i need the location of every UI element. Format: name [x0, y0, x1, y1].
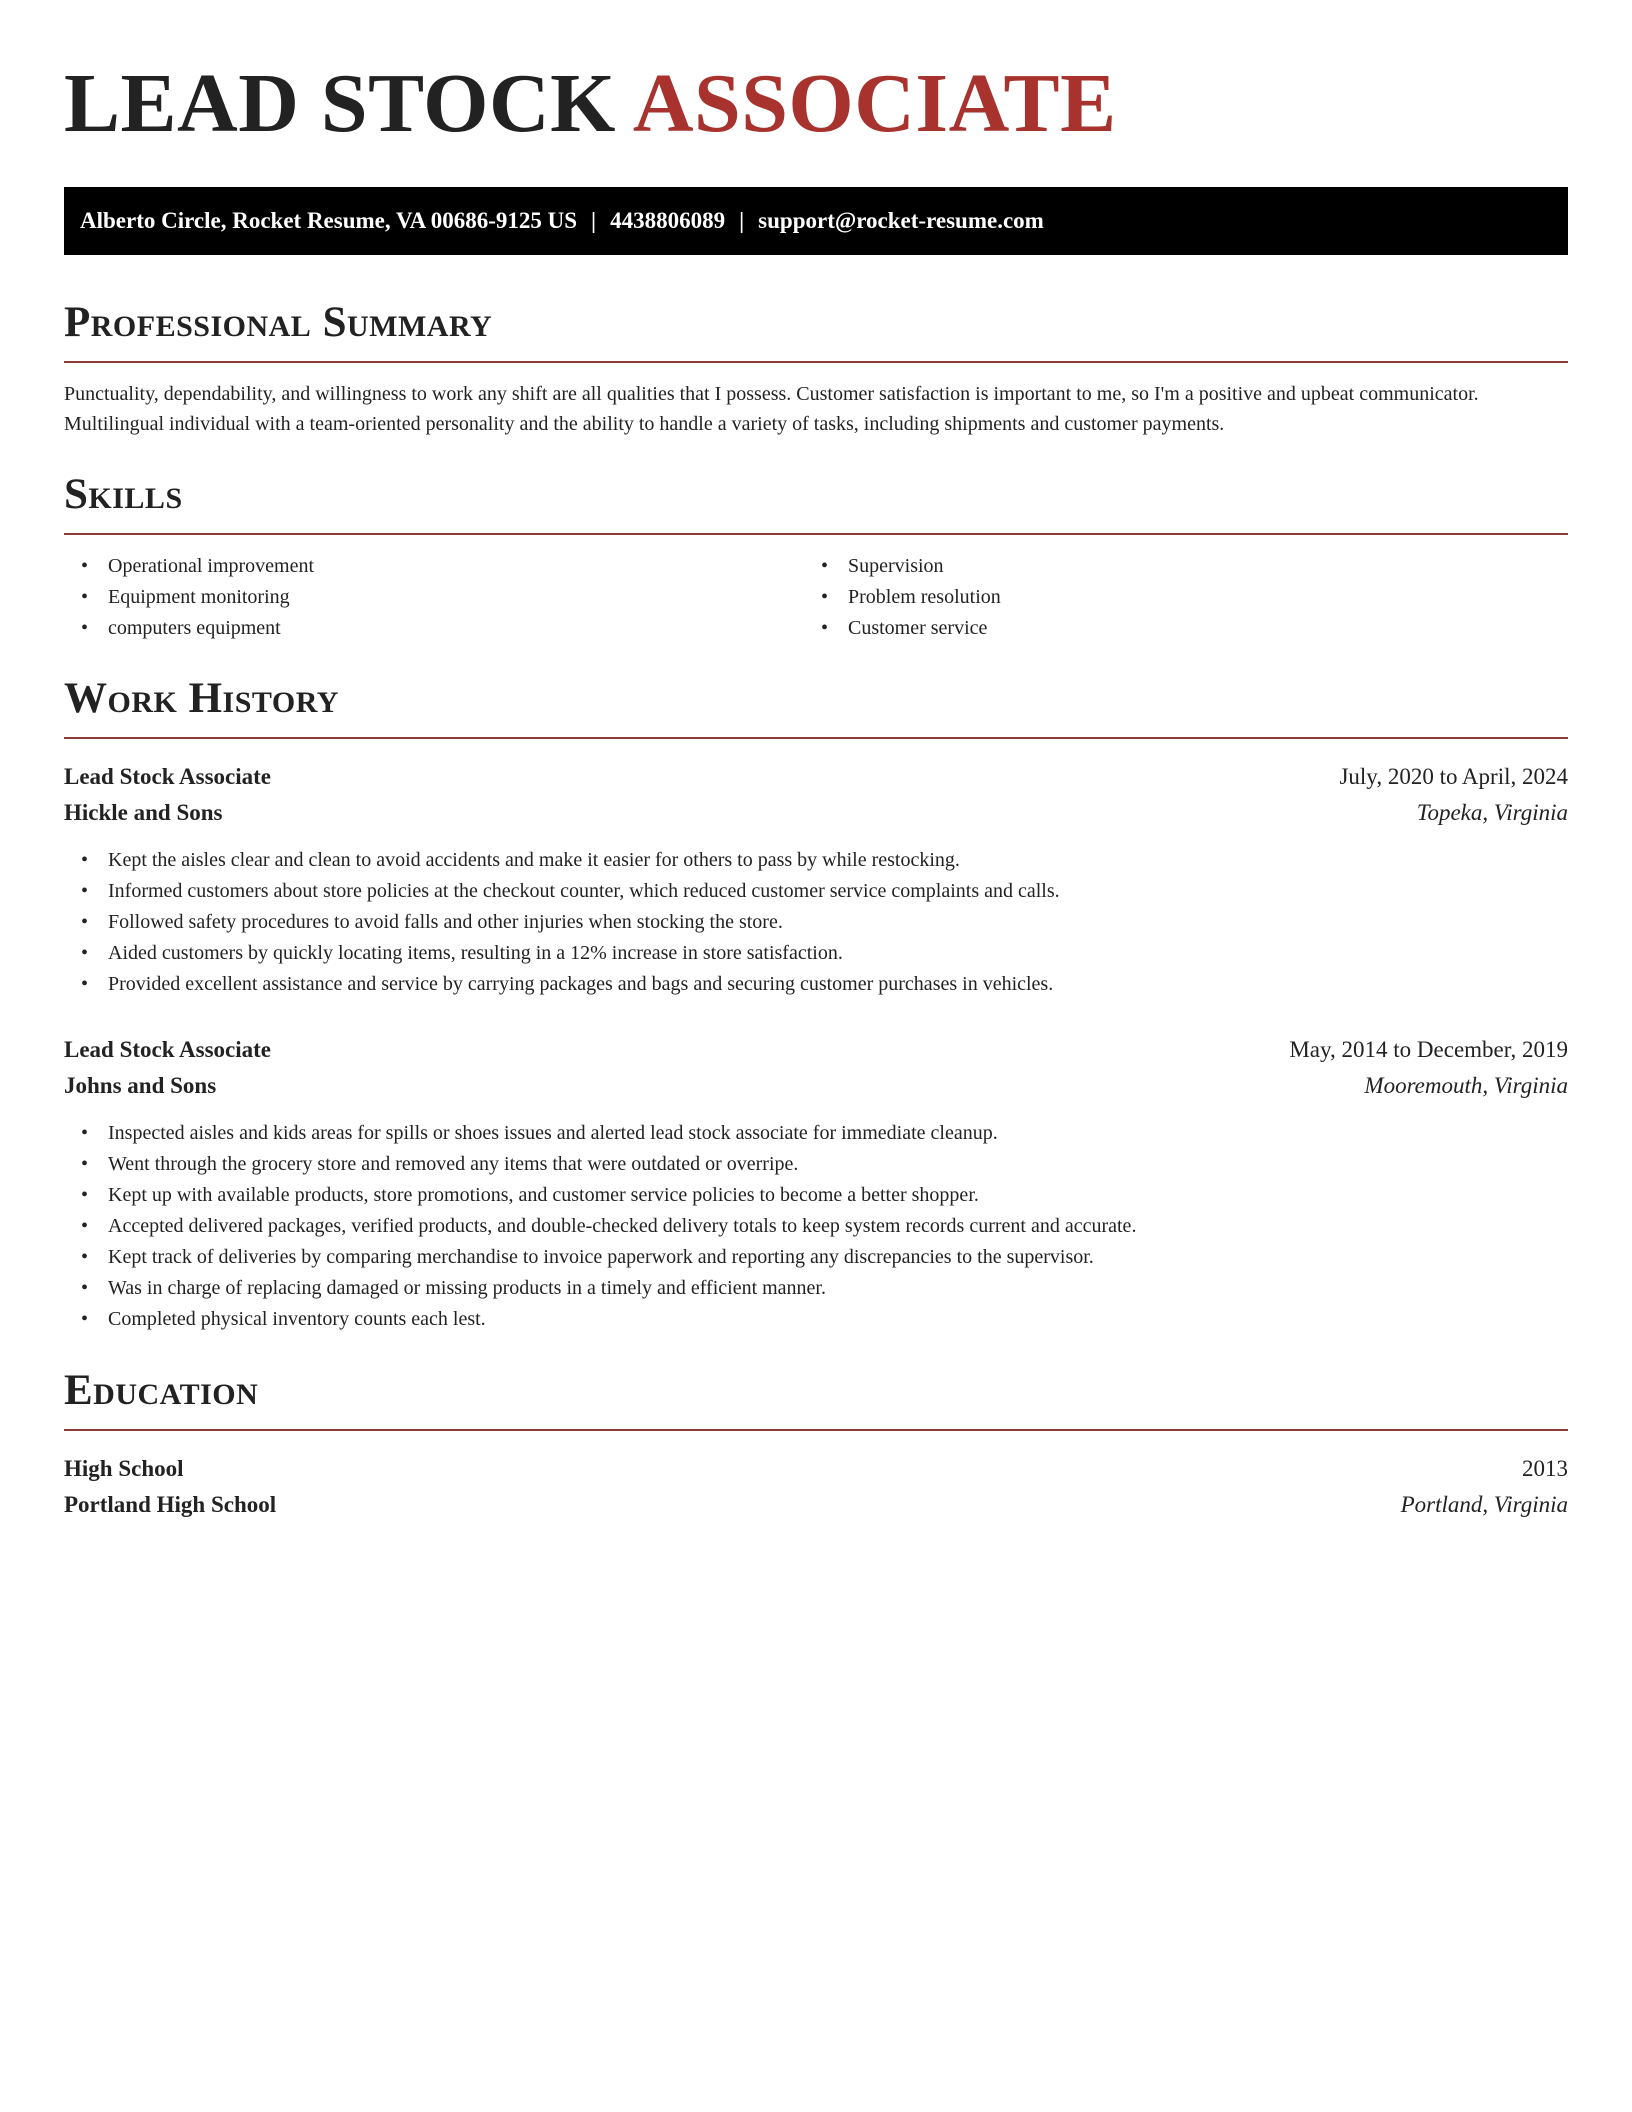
education-entry — [64, 1451, 1568, 1523]
job-location: Topeka, Virginia — [1416, 800, 1568, 825]
job-bullets — [64, 845, 1568, 1000]
bullet-icon: • — [81, 911, 89, 933]
skill-item — [804, 582, 1544, 613]
bullet-icon: • — [81, 1122, 89, 1144]
bullet-text: Completed physical inventory counts each lest. — [108, 1308, 486, 1330]
job-title-row — [64, 759, 1568, 795]
job-bullet — [64, 1118, 1568, 1149]
job-bullet — [64, 1180, 1568, 1211]
job-company: Hickle and Sons — [64, 800, 223, 825]
bullet-icon: • — [81, 973, 89, 995]
bullet-text: Aided customers by quickly locating items, resulting in a 12% increase in store satisfaction. — [108, 942, 843, 964]
job-dates: July, 2020 to April, 2024 — [1339, 764, 1568, 789]
bullet-icon: • — [81, 1308, 89, 1330]
job-location: Mooremouth, Virginia — [1364, 1073, 1568, 1098]
summary-text: Punctuality, dependability, and willingness to work any shift are all qualities that I possess. Customer satisfaction is important to me, so I'm a positive and upbeat communicator. Multilingual individual with a team-oriented personality and the ability to handle a variety of tasks, including shipments and customer payments. — [64, 383, 1479, 435]
job-company: Johns and Sons — [64, 1073, 217, 1098]
bullet-text: Inspected aisles and kids areas for spills or shoes issues and alerted lead stock associate for immediate cleanup. — [108, 1122, 998, 1144]
bullet-text: Kept up with available products, store promotions, and customer service policies to become a better shopper. — [108, 1184, 979, 1206]
job-title: Lead Stock Associate — [64, 764, 271, 789]
skills-grid — [64, 551, 1568, 644]
section-divider — [64, 737, 1568, 739]
skill-item — [64, 613, 804, 644]
bullet-text: Accepted delivered packages, verified products, and double-checked delivery totals to keep system records current and accurate. — [108, 1215, 1137, 1237]
bullet-icon: • — [81, 1153, 89, 1175]
job-company-row — [64, 795, 1568, 831]
job-company-row — [64, 1068, 1568, 1104]
contact-bar — [64, 187, 1568, 255]
section-divider — [64, 533, 1568, 535]
bullet-icon: • — [81, 880, 89, 902]
job-bullet — [64, 1273, 1568, 1304]
contact-separator: | — [739, 208, 745, 233]
job-dates: May, 2014 to December, 2019 — [1289, 1037, 1568, 1062]
contact-separator: | — [591, 208, 597, 233]
job-entry — [64, 759, 1568, 1000]
education-school-row — [64, 1487, 1568, 1523]
bullet-icon: • — [81, 1215, 89, 1237]
education-degree-row — [64, 1451, 1568, 1487]
skills-column-left — [64, 551, 804, 644]
contact-address: Alberto Circle, Rocket Resume, VA 00686-9125 US — [80, 208, 578, 233]
bullet-icon: • — [81, 555, 89, 577]
education-year: 2013 — [1522, 1456, 1568, 1481]
job-bullet — [64, 969, 1568, 1000]
bullet-text: Was in charge of replacing damaged or missing products in a timely and efficient manner. — [108, 1277, 826, 1299]
section-divider — [64, 361, 1568, 363]
skills-heading: Skills — [64, 471, 183, 518]
bullet-icon: • — [81, 586, 89, 608]
summary-heading: Professional Summary — [64, 299, 493, 346]
job-bullet — [64, 907, 1568, 938]
work-history-heading: Work History — [64, 675, 339, 722]
education-heading: Education — [64, 1367, 259, 1414]
bullet-text: Followed safety procedures to avoid falls and other injuries when stocking the store. — [108, 911, 783, 933]
job-bullet — [64, 876, 1568, 907]
job-bullets — [64, 1118, 1568, 1335]
skill-item — [804, 551, 1544, 582]
skill-item — [64, 582, 804, 613]
bullet-icon: • — [81, 1246, 89, 1268]
bullet-text: Went through the grocery store and removed any items that were outdated or overripe. — [108, 1153, 799, 1175]
job-bullet — [64, 1149, 1568, 1180]
job-bullet — [64, 1211, 1568, 1242]
title-part-1: LEAD STOCK — [64, 57, 616, 150]
bullet-icon: • — [81, 617, 89, 639]
education-degree: High School — [64, 1456, 184, 1481]
bullet-text: Informed customers about store policies at the checkout counter, which reduced customer service complaints and calls. — [108, 880, 1060, 902]
title-part-2: ASSOCIATE — [632, 57, 1117, 150]
resume-title — [64, 0, 1568, 152]
skill-text: computers equipment — [108, 617, 281, 639]
bullet-icon: • — [81, 849, 89, 871]
bullet-icon: • — [81, 1277, 89, 1299]
bullet-icon: • — [81, 1184, 89, 1206]
skill-text: Operational improvement — [108, 555, 315, 577]
skill-text: Supervision — [848, 555, 944, 577]
job-title-row — [64, 1032, 1568, 1068]
bullet-text: Kept the aisles clear and clean to avoid accidents and make it easier for others to pass by while restocking. — [108, 849, 960, 871]
skill-item — [804, 613, 1544, 644]
job-bullet — [64, 845, 1568, 876]
skills-column-right — [804, 551, 1544, 644]
skill-text: Equipment monitoring — [108, 586, 290, 608]
skill-item — [64, 551, 804, 582]
job-entry — [64, 1032, 1568, 1335]
bullet-icon: • — [81, 942, 89, 964]
bullet-icon: • — [821, 586, 829, 608]
skill-text: Problem resolution — [848, 586, 1001, 608]
section-divider — [64, 1429, 1568, 1431]
contact-email: support@rocket-resume.com — [758, 208, 1044, 233]
job-bullet — [64, 938, 1568, 969]
bullet-text: Kept track of deliveries by comparing merchandise to invoice paperwork and reporting any discrepancies to the supervisor. — [108, 1246, 1094, 1268]
bullet-icon: • — [821, 555, 829, 577]
bullet-text: Provided excellent assistance and service by carrying packages and bags and securing customer purchases in vehicles. — [108, 973, 1054, 995]
education-school: Portland High School — [64, 1492, 277, 1517]
job-title: Lead Stock Associate — [64, 1037, 271, 1062]
contact-phone: 4438806089 — [610, 208, 726, 233]
bullet-icon: • — [821, 617, 829, 639]
job-bullet — [64, 1304, 1568, 1335]
skill-text: Customer service — [848, 617, 988, 639]
education-location: Portland, Virginia — [1400, 1492, 1568, 1517]
job-bullet — [64, 1242, 1568, 1273]
